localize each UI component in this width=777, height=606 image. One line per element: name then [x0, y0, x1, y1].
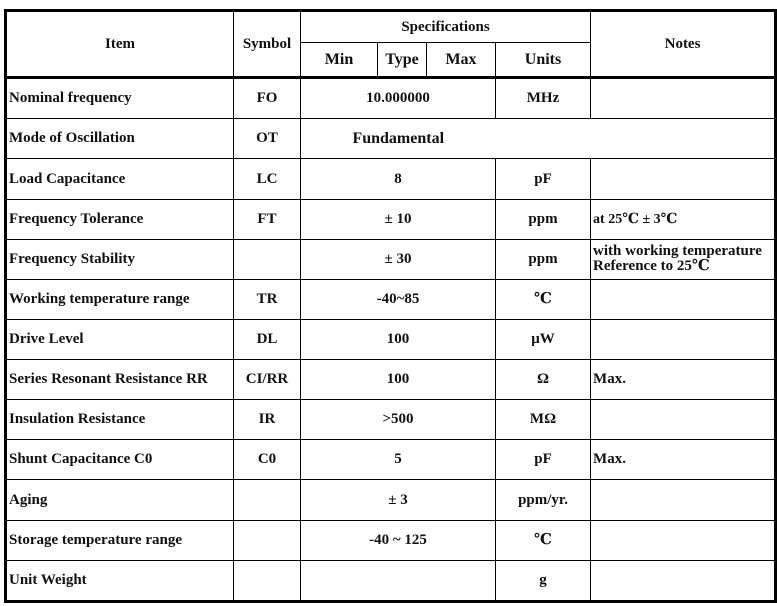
item-cell: Working temperature range	[6, 279, 234, 319]
symbol-cell: CI/RR	[234, 360, 301, 400]
units-cell: Ω	[496, 360, 591, 400]
units-cell: ℃	[496, 520, 591, 560]
notes-cell: Max.	[591, 360, 776, 400]
symbol-cell: TR	[234, 279, 301, 319]
units-cell: MHz	[496, 78, 591, 119]
item-cell: Insulation Resistance	[6, 400, 234, 440]
symbol-cell: DL	[234, 319, 301, 359]
table-row	[6, 78, 776, 119]
value-cell: 10.000000	[301, 78, 496, 119]
value-cell: 100	[301, 360, 496, 400]
notes-cell	[591, 319, 776, 359]
item-cell: Aging	[6, 480, 234, 520]
notes-cell	[591, 159, 776, 199]
header-row	[6, 11, 776, 43]
min-header: Min	[301, 43, 378, 78]
notes-cell: at 25℃ ± 3℃	[591, 199, 776, 239]
table-row	[6, 119, 776, 159]
notes-line-2: Reference to 25℃	[593, 258, 710, 275]
notes-header: Notes	[591, 11, 776, 78]
item-cell: Frequency Stability	[6, 239, 234, 279]
table-row	[6, 239, 776, 279]
table-row	[6, 400, 776, 440]
table-row	[6, 159, 776, 199]
symbol-cell: FO	[234, 78, 301, 119]
item-cell: Frequency Tolerance	[6, 199, 234, 239]
value-cell: -40~85	[301, 279, 496, 319]
units-cell	[496, 119, 591, 159]
units-cell: g	[496, 560, 591, 601]
symbol-cell: C0	[234, 440, 301, 480]
notes-cell	[591, 520, 776, 560]
symbol-cell: FT	[234, 199, 301, 239]
item-cell: Series Resonant Resistance RR	[6, 360, 234, 400]
notes-cell	[591, 119, 776, 159]
notes-cell	[591, 78, 776, 119]
value-cell: 5	[301, 440, 496, 480]
value-cell: ± 10	[301, 199, 496, 239]
units-header: Units	[496, 43, 591, 78]
units-cell: pF	[496, 159, 591, 199]
item-cell: Nominal frequency	[6, 78, 234, 119]
symbol-cell	[234, 520, 301, 560]
units-cell: pF	[496, 440, 591, 480]
units-cell: ppm	[496, 239, 591, 279]
value-cell: -40 ~ 125	[301, 520, 496, 560]
item-cell: Unit Weight	[6, 560, 234, 601]
specifications-header: Specifications	[301, 11, 591, 43]
value-cell	[301, 560, 496, 601]
symbol-cell	[234, 239, 301, 279]
table-row	[6, 360, 776, 400]
item-cell: Shunt Capacitance C0	[6, 440, 234, 480]
symbol-header: Symbol	[234, 11, 301, 78]
units-cell: ppm/yr.	[496, 480, 591, 520]
specification-table	[4, 9, 777, 603]
units-cell: ℃	[496, 279, 591, 319]
table-row	[6, 560, 776, 601]
value-cell: ± 30	[301, 239, 496, 279]
max-header: Max	[427, 43, 496, 78]
notes-cell	[591, 480, 776, 520]
item-cell: Load Capacitance	[6, 159, 234, 199]
symbol-cell	[234, 560, 301, 601]
notes-cell: Max.	[591, 440, 776, 480]
value-cell: >500	[301, 400, 496, 440]
units-cell: ppm	[496, 199, 591, 239]
table-row	[6, 279, 776, 319]
table-row	[6, 480, 776, 520]
notes-cell	[591, 400, 776, 440]
notes-cell	[591, 239, 776, 279]
notes-cell	[591, 560, 776, 601]
notes-line-1: with working temperature	[593, 243, 762, 260]
notes-cell	[591, 279, 776, 319]
item-header: Item	[6, 11, 234, 78]
units-cell: MΩ	[496, 400, 591, 440]
symbol-cell	[234, 480, 301, 520]
table-row	[6, 199, 776, 239]
value-cell: ± 3	[301, 480, 496, 520]
value-cell: 8	[301, 159, 496, 199]
type-header: Type	[378, 43, 427, 78]
item-cell: Drive Level	[6, 319, 234, 359]
table-row	[6, 319, 776, 359]
units-cell: μW	[496, 319, 591, 359]
symbol-cell: OT	[234, 119, 301, 159]
item-cell: Mode of Oscillation	[6, 119, 234, 159]
table-row	[6, 520, 776, 560]
symbol-cell: LC	[234, 159, 301, 199]
symbol-cell: IR	[234, 400, 301, 440]
table-row	[6, 440, 776, 480]
item-cell: Storage temperature range	[6, 520, 234, 560]
value-cell: Fundamental	[301, 119, 496, 159]
value-cell: 100	[301, 319, 496, 359]
